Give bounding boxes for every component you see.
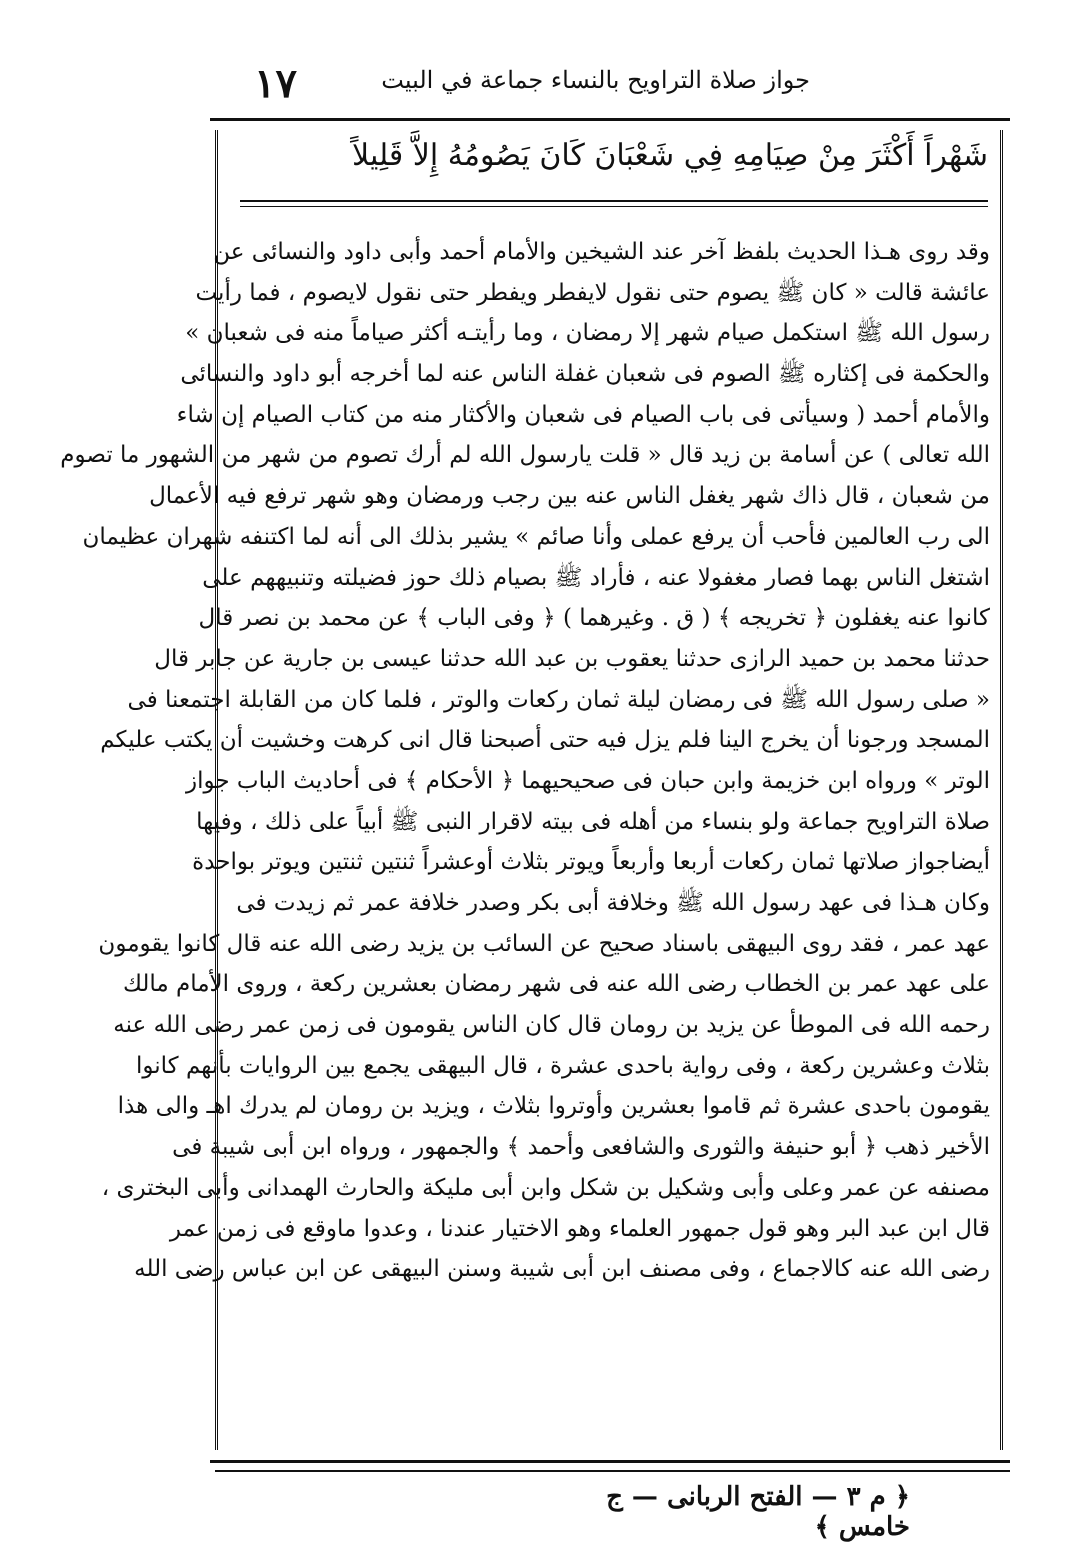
body-line: رضى الله عنه كالاجماع ، وفى مصنف ابن أبى شيبة وسنن البيهقى عن ابن عباس رضى الله [134,1256,990,1283]
body-line: عهد عمر ، فقد روى البيهقى باسناد صحيح عن السائب بن يزيد رضى الله عنه قال كانوا يقومون [98,930,990,957]
hadith-quote-line: شَهْراً أَكْثَرَ مِنْ صِيَامِهِ فِي شَعْبَانَ كَانَ يَصُومُهُ إِلاَّ قَلِيلاً [352,138,988,173]
body-line: صلاة التراويح جماعة ولو بنساء من أهله فى بيته لاقرار النبى ﷺ أبياً على ذلك ، وفيها [196,808,990,835]
body-line: الوتر » ورواه ابن خزيمة وابن حبان فى صحيحيهما ﴿ الأحكام ﴾ فى أحاديث الباب جواز [186,767,990,794]
section-divider [240,200,988,202]
signature-footer: ﴿ م ٣ — الفتح الربانى — ج خامس ﴾ [606,1482,910,1542]
body-line: وكان هـذا فى عهد رسول الله ﷺ وخلافة أبى بكر وصدر خلافة عمر ثم زيدت فى [236,890,990,916]
body-line: يقومون باحدى عشرة ثم قاموا بعشرين وأوتروا بثلاث ، ويزيد بن رومان لم يدرك اهـ والى هذا [117,1093,990,1120]
page-header [230,52,810,112]
body-line: مصنفه عن عمر وعلى وأبى وشكيل بن شكل وابن أبى مليكة والحارث الهمدانى وأبى البخترى ، [101,1174,990,1201]
body-line: والأمام أحمد ( وسيأتى فى باب الصيام فى شعبان والأكثار منه من كتاب الصيام إن شاء [176,401,990,428]
body-line: بثلاث وعشرين ركعة ، وفى رواية باحدى عشرة ، قال البيهقى يجمع بين الروايات بأنهم كانوا [136,1052,990,1079]
body-line: « صلى رسول الله ﷺ فى رمضان ليلة ثمان ركعات والوتر ، فلما كان من القابلة اجتمعنا فى [127,686,990,713]
body-line: الى رب العالمين فأحب أن يرفع عملى وأنا صائم » يشير بذلك الى أنه لما اكتنفه شهران عظيمان [82,523,990,550]
body-line: رسول الله ﷺ استكمل صيام شهر إلا رمضان ، وما رأيتـه أكثر صياماً منه فى شعبان » [185,320,990,347]
body-line: رحمه الله فى الموطأ عن يزيد بن رومان قال كان الناس يقومون فى زمن عمر رضى الله عنه [113,1012,990,1039]
body-line: من شعبان ، قال ذاك شهر يغفل الناس عنه بين رجب ورمضان وهو شهر ترفع فيه الأعمال [149,483,990,510]
body-line: عائشة قالت « كان ﷺ يصوم حتى نقول لايفطر ويفطر حتى نقول لايصوم ، فما رأيت [195,279,990,306]
body-line: والحكمة فى إكثاره ﷺ الصوم فى شعبان غفلة الناس عنه لما أخرجه أبو داود والنسائى [180,361,990,388]
body-line: حدثنا محمد بن حميد الرازى حدثنا يعقوب بن عبد الله حدثنا عيسى بن جارية عن جابر قال [154,645,990,672]
footer-rule [215,1470,1010,1472]
body-line: أيضاجواز صلاتها ثمان ركعات أربعا وأربعاً ويوتر بثلاث أوعشراً ثنتين ثنتين ويوتر بواحدة [192,849,990,876]
body-line: كانوا عنه يغفلون ﴿ تخريجه ﴾ ( ق . وغيرهما ) ﴿ وفى الباب ﴾ عن محمد بن نصر قال [198,605,990,632]
running-title: جواز صلاة التراويح بالنساء جماعة في البيت [381,66,810,94]
body-line: وقد روى هـذا الحديث بلفظ آخر عند الشيخين والأمام أحمد وأبى داود والنسائى عن [213,239,990,265]
body-line: الله تعالى ) عن أسامة بن زيد قال « قلت يارسول الله لم أرك تصوم من شهر من الشهور ما تصوم [60,442,990,469]
body-line: اشتغل الناس بهما فصار مغفولا عنه ، فأراد ﷺ بصيام ذلك حوز فضيلته وتنبيههم على [202,564,990,591]
frame-right-border [1000,130,1003,1450]
body-line: على عهد عمر بن الخطاب رضى الله عنه فى شهر رمضان بعشرين ركعة ، وروى الأمام مالك [122,971,990,998]
body-line: المسجد ورجونا أن يخرج الينا فلم يزل فيه حتى أصبحنا قال انى كرهت وخشيت أن يكتب عليكم [100,727,990,754]
page-number: ١٧ [254,60,297,107]
body-line: الأخير ذهب ﴿ أبو حنيفة والثورى والشافعى وأحمد ﴾ والجمهور ، ورواه ابن أبى شيبة فى [172,1134,990,1161]
section-divider-thin [240,206,988,207]
body-line: قال ابن عبد البر وهو قول جمهور العلماء وهو الاختيار عندنا ، وعدوا ماوقع فى زمن عمر [169,1215,990,1242]
commentary-body [60,232,990,1442]
